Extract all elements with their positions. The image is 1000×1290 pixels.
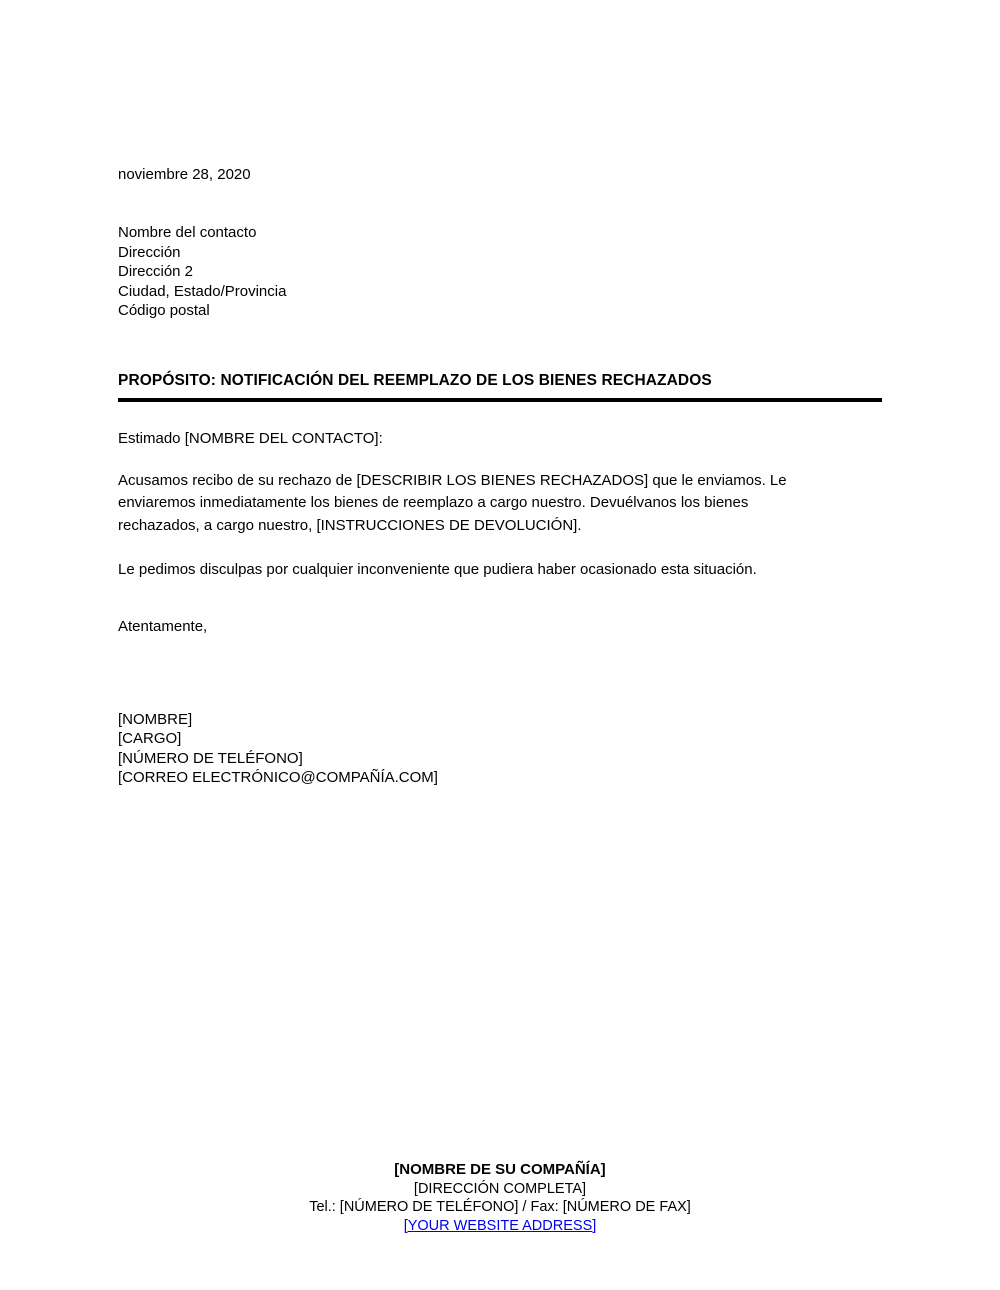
footer-phone-fax: Tel.: [NÚMERO DE TELÉFONO] / Fax: [NÚMERO DE FAX] [309,1199,691,1215]
body-paragraph-2: Le pedimos disculpas por cualquier inconveniente que pudiera haber ocasionado esta situación. [118,561,757,578]
paragraph-1-line-2: enviaremos inmediatamente los bienes de reemplazo a cargo nuestro. Devuélvanos los bienes [118,494,749,511]
footer-address: [DIRECCIÓN COMPLETA] [413,1180,587,1197]
recipient-block [118,223,882,321]
subject-line: PROPÓSITO: NOTIFICACIÓN DEL REEMPLAZO DE LOS BIENES RECHAZADOS [118,371,882,402]
footer-company-name: [NOMBRE DE SU COMPAÑÍA] [394,1161,606,1178]
closing: Atentamente, [118,617,208,635]
recipient-line-city-state: Ciudad, Estado/Provincia [118,282,287,300]
footer [0,1161,1000,1235]
signature-line-phone: [NÚMERO DE TELÉFONO] [118,749,303,767]
salutation: Estimado [NOMBRE DEL CONTACTO]: [118,429,383,447]
recipient-line-postal-code: Código postal [118,302,210,319]
recipient-line-address1: Dirección [118,243,181,261]
signature-line-name: [NOMBRE] [118,710,193,728]
footer-website-link[interactable]: [YOUR WEBSITE ADDRESS] [403,1217,597,1234]
recipient-line-address2: Dirección 2 [118,263,194,280]
signature-line-title: [CARGO] [118,730,182,747]
paragraph-1-line-1: Acusamos recibo de su rechazo de [DESCRIBIR LOS BIENES RECHAZADOS] que le enviamos. Le [118,471,787,489]
signature-block [118,710,882,788]
body-paragraph-1 [118,470,882,538]
paragraph-1-line-3: rechazados, a cargo nuestro, [INSTRUCCIONES DE DEVOLUCIÓN]. [118,516,582,534]
footer-website-line [0,1217,1000,1236]
signature-line-email: [CORREO ELECTRÓNICO@COMPAÑÍA.COM] [118,769,438,786]
letter-date: noviembre 28, 2020 [118,166,251,183]
recipient-line-name: Nombre del contacto [118,224,257,241]
